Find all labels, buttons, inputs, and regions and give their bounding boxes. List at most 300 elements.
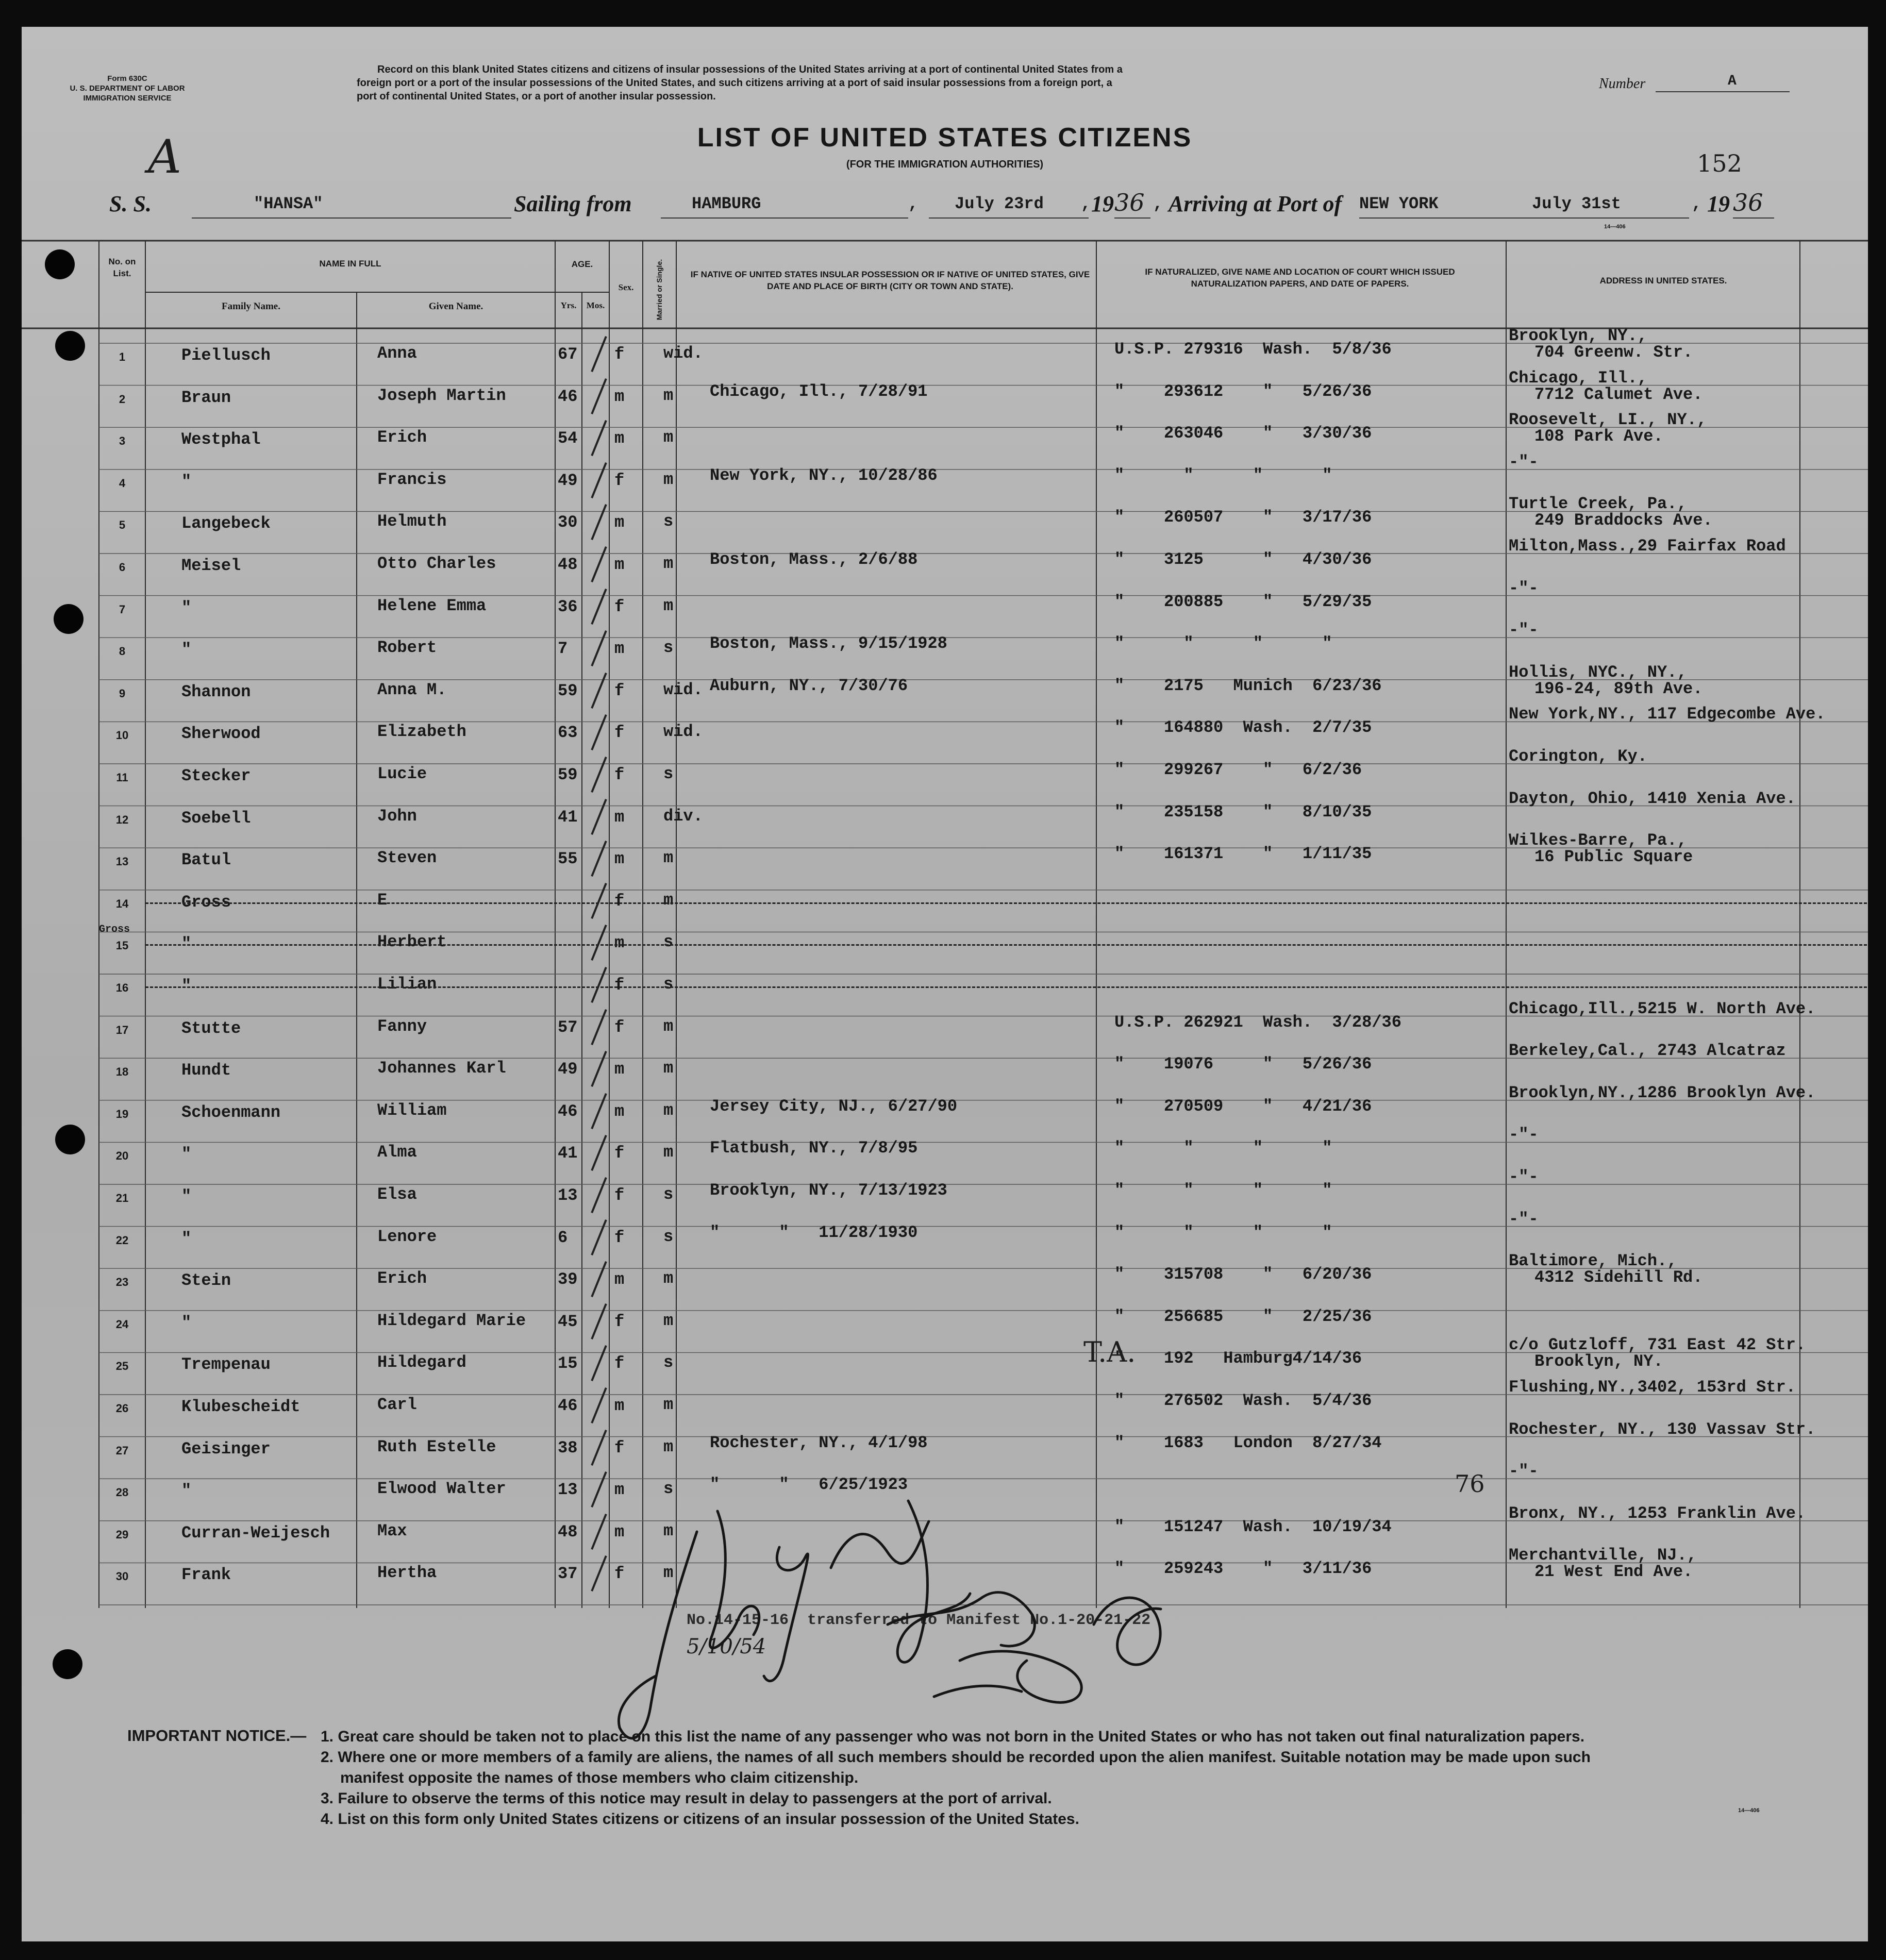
- row-number: 29: [115, 1528, 129, 1541]
- row-number: 25: [115, 1360, 129, 1373]
- given-name: Robert: [377, 638, 437, 658]
- family-name: Stecker: [181, 766, 251, 785]
- number-label: Number: [1599, 76, 1646, 92]
- gross-note: Gross: [99, 924, 130, 935]
- family-name: Westphal: [181, 430, 261, 449]
- marital-status: m: [663, 1016, 674, 1036]
- sex: m: [614, 513, 625, 532]
- sex: f: [614, 1228, 625, 1247]
- sex: m: [614, 1060, 625, 1079]
- family-name: ": [181, 1481, 192, 1501]
- given-name: Anna M.: [377, 680, 447, 699]
- sex: m: [614, 807, 625, 827]
- form-title: LIST OF UNITED STATES CITIZENS: [697, 123, 1193, 153]
- row-number: 19: [115, 1107, 129, 1120]
- family-name: Geisinger: [181, 1439, 271, 1459]
- age-years: 63: [558, 723, 578, 743]
- marital-status: m: [663, 848, 674, 868]
- row-number: 18: [115, 1065, 129, 1079]
- address-line-1: Rochester, NY., 130 Vassav Str.: [1509, 1419, 1816, 1439]
- family-name: Frank: [181, 1565, 231, 1585]
- row-number: 2: [119, 392, 126, 406]
- address-line-2: 196-24, 89th Ave.: [1534, 679, 1703, 698]
- naturalization-papers: " 1683 London 8/27/34: [1114, 1433, 1382, 1452]
- row-number: 5: [119, 518, 126, 532]
- marital-status: s: [663, 764, 674, 783]
- age-years: 13: [558, 1480, 578, 1500]
- row-number: 10: [115, 729, 129, 742]
- signature-scrawl: [599, 1490, 1228, 1758]
- corner-code: 14—406: [1604, 224, 1626, 230]
- number-value: A: [1728, 73, 1737, 89]
- given-name: Lucie: [377, 764, 427, 783]
- birth-place-date: " " 11/28/1930: [710, 1222, 918, 1242]
- birth-place-date: Boston, Mass., 2/6/88: [710, 550, 918, 569]
- given-name: Hildegard: [377, 1353, 466, 1372]
- sex: m: [614, 387, 625, 406]
- notice-code: 14—406: [1738, 1807, 1760, 1814]
- given-name: Carl: [377, 1395, 417, 1414]
- transfer-note: No.14-15-16 transferred to Manifest No.1-20-21-22: [687, 1612, 1151, 1629]
- row-number: 17: [115, 1023, 129, 1036]
- row-number: 12: [115, 813, 129, 826]
- family-name: ": [181, 977, 192, 996]
- naturalization-papers: " 161371 " 1/11/35: [1114, 844, 1372, 864]
- marital-status: s: [663, 1479, 674, 1499]
- given-name: Hildegard Marie: [377, 1311, 526, 1330]
- sex: f: [614, 765, 625, 784]
- marital-status: wid.: [663, 722, 703, 742]
- age-years: 7: [558, 639, 568, 659]
- naturalization-papers: " 2175 Munich 6/23/36: [1114, 676, 1382, 695]
- sex: m: [614, 849, 625, 869]
- address-line-1: Brooklyn,NY.,1286 Brooklyn Ave.: [1509, 1083, 1816, 1102]
- notice-item: 1. Great care should be taken not to place on this list the name of any passenger who was not born in the United States or who has not taken out final naturalization papers.: [321, 1728, 1585, 1745]
- address-line-1: -"-: [1509, 621, 1539, 640]
- naturalization-papers: " 192 Hamburg4/14/36: [1114, 1349, 1362, 1368]
- given-name: Helene Emma: [377, 596, 487, 615]
- row-number: 9: [119, 686, 126, 700]
- family-name: ": [181, 598, 192, 617]
- row-number: 22: [115, 1233, 129, 1247]
- family-name: Batul: [181, 850, 231, 870]
- marital-status: m: [663, 554, 674, 573]
- given-name: Erich: [377, 428, 427, 447]
- marital-status: s: [663, 932, 674, 952]
- given-name: Johannes Karl: [377, 1059, 506, 1078]
- ta-annotation: T.A.: [1083, 1336, 1136, 1368]
- marital-status: m: [663, 1521, 674, 1540]
- sex: f: [614, 1144, 625, 1163]
- family-name: Piellusch: [181, 346, 271, 365]
- age-years: 48: [558, 555, 578, 574]
- age-years: 48: [558, 1522, 578, 1542]
- instruction-line: port of continental United States, or a port of another insular possession.: [357, 91, 716, 102]
- given-name: Francis: [377, 470, 447, 489]
- given-name: Elizabeth: [377, 722, 466, 742]
- birth-place-date: Auburn, NY., 7/30/76: [710, 676, 908, 695]
- ship-name: "HANSA": [254, 194, 323, 213]
- naturalization-papers: " 299267 " 6/2/36: [1114, 760, 1362, 779]
- family-name: Schoenmann: [181, 1102, 281, 1122]
- marital-status: m: [663, 1269, 674, 1288]
- col-header-married: Married or Single.: [655, 259, 664, 321]
- arriving-label: Arriving at Port of: [1169, 191, 1342, 216]
- naturalization-papers: " 256685 " 2/25/36: [1114, 1306, 1372, 1326]
- age-years: 38: [558, 1438, 578, 1458]
- birth-place-date: Rochester, NY., 4/1/98: [710, 1433, 928, 1452]
- address-line-1: -"-: [1509, 1125, 1539, 1145]
- manifest-sheet: Form 630C U. S. DEPARTMENT OF LABOR IMMIGRATION SERVICE Record on this blank United States citizens and citizens of insular possessions of the United States arriving at a port of continental United States from a foreign port or a port of the insular possessions of the United States, and such citizens arriving at a port of said insular possessions from a foreign port, a port of continental United States, or a port of another insular possession. Number A LIST OF UNITED STATES CITIZENS (FOR THE IMMIGRATION AUTHORITIES) A 152 S. S. "HANSA" Sailing from HAMBURG , July 23rd , 19 36 , Arriving at Port of NEW YORK July 31st , 19 36 14—406 No. on List. NAME IN FULL Family Name. Given Name. AGE. Yrs. Mos. Sex. Married or Single. IF NATIVE OF UNITED STATES INSULAR POSSESSION OR IF NATIVE OF UNITED STATES, GIVE DATE AND PLACE OF BIRTH (CITY OR TOWN AND STATE). IF NATURALIZED, GIVE NAME AND LOCATION OF COURT WHICH ISSUED NATURALIZATION PAPERS, AND DATE OF PAPERS. ADDRESS IN UNITED STATES. 1 Piellusch Anna 67 f wid. U.S.P. 279316 Wash. 5/8/36 Brooklyn, NY., 704 Greenw. Str. 2 Braun Joseph Martin 46 m m Chicago, Ill., 7/28/91 " 293612 " 5/26/36 Chicago, Ill., 7712 Calumet Ave. 3 Westphal Erich 54 m m " 263046 " 3/30/36 Roosevelt, LI., NY., 108 Park Ave. 4 " Francis 49 f m New York, NY., 10/28/86 " " " " -"- 5 Langebeck Helmuth 30 m s " 260507 " 3/17/36 Turtle Creek, Pa., 249 Braddocks Ave. 6 Meisel Otto Charles 48 m m Boston, Mass., 2/6/88 " 3125 " 4/30/36 Milton,Mass.,29 Fairfax Road 7 " Helene Emma 36 f m " 200885 " 5/29/35 -"- 8 " Robert 7 m s Boston, Mass., 9/15/1928 " " " " -"- 9 Shannon Anna M. 59 f wid. Auburn, NY., 7/30/76 " 2175 Munich 6/23/36 Hollis, NYC., NY., 196-24, 89th Ave. 10 Sherwood Elizabeth 63 f wid. " 164880 Wash. 2/7/35 New York,NY., 117 Edgecombe Ave. 11 Stecker Lucie 59 f s " 299267 " 6/2/36 Corington, Ky. 12 Soebell John 41 m div. " 235158 " 8/10/35 Dayton, Ohio, 1410 Xenia Ave. 13 Batul Steven 55 m m " 161371 " 1/11/35 Wilkes-Barre, Pa., 16 Public Square 14 Gross E f m 15 " Herbert m s 16 " Lilian f s 17 Stutte Fanny 57 f m U.S.P. 262921 Wash. 3/28/36 Chicago,Ill.,5215 W. North Ave. 18 Hundt Johannes Karl 49 m m " 19076 " 5/26/36 Berkeley,Cal., 2743 Alcatraz 19 Schoenmann William 46 m m Jersey City, NJ., 6/27/90 " 270509 " 4/21/36 Brooklyn,NY.,1286 Brooklyn Ave. 20 " Alma 41 f m Flatbush, NY., 7/8/95 " " " " -"- 21 " Elsa 13 f s Brooklyn, NY., 7/13/1923 " " " " -"- 22 " Lenore 6 f s " " 11/28/1930 " " " " -"- 23 Stein Erich 39 m m " 315708 " 6/20/36 Baltimore, Mich., 4312 Sidehill Rd. 24 " Hildegard Marie 45 f m " 256685 " 2/25/36 25 Trempenau Hildegard 15 f s " 192 Hamburg4/14/36 c/o Gutzloff, 731 East 42 Str. Brooklyn, NY. 26 Klubescheidt Carl 46 m m " 276502 Wash. 5/4/36 Flushing,NY.,3402, 153rd Str. 27 Geisinger Ruth Estelle 38 f m Rochester, NY., 4/1/98 " 1683 London 8/27/34 Rochester, NY., 130 Vassav Str. 28 " Elwood Walter 13 m s " " 6/25/1923 -"- 29 Curran-Weijesch Max 48 m m " 151247 Wash. 10/19/34 Bronx, NY., 1253 Franklin Ave. 30 Frank Hertha 37 f m " 259243 " 3/11/36 Merchantville, NJ., 21 West End Ave. T.A. 76 Gross No.14-15-16 transferred to Manifest No.1-20-21-22 5/10/54 IMPORTANT NOTICE.— 1. Great care should be taken not to place on this list the name of any passenger who was not born in the United States or who has not taken out final naturalization papers. 2. Where one or more members of a family are aliens, the names of all such members should be recorded upon the alien manifest. Suitable notation may be made upon such manifest opposite the names of those members who claim citizenship. 3. Failure to observe the terms of this notice may result in delay to passengers at the port of arrival. 4. List on this form only United States citizens or citizens of an insular possession of the United States. 14—406: [22, 27, 1868, 1941]
- birth-place-date: New York, NY., 10/28/86: [710, 465, 938, 485]
- age-years: 55: [558, 849, 578, 869]
- address-line-1: Brooklyn, NY.,: [1509, 326, 1647, 345]
- col-header-birth: IF NATIVE OF UNITED STATES INSULAR POSSESSION OR IF NATIVE OF UNITED STATES, GIVE DATE AND PLACE OF BIRTH (CITY OR TOWN AND STATE).: [690, 270, 1090, 291]
- address-line-1: Milton,Mass.,29 Fairfax Road: [1509, 537, 1786, 556]
- age-years: 41: [558, 1144, 578, 1163]
- birth-place-date: Flatbush, NY., 7/8/95: [710, 1138, 918, 1158]
- strike-line: [145, 944, 1867, 946]
- age-years: 15: [558, 1354, 578, 1373]
- sex: f: [614, 1564, 625, 1584]
- family-name: ": [181, 472, 192, 491]
- family-name: Hundt: [181, 1061, 231, 1080]
- family-name: Sherwood: [181, 724, 261, 744]
- row-number: 8: [119, 645, 126, 658]
- col-header-age: AGE.: [571, 259, 593, 269]
- address-line-2: 704 Greenw. Str.: [1534, 343, 1693, 362]
- family-name: Stutte: [181, 1018, 241, 1038]
- address-line-2: 21 West End Ave.: [1534, 1562, 1693, 1582]
- marital-status: s: [663, 1353, 674, 1372]
- family-name: ": [181, 640, 192, 660]
- age-years: 46: [558, 1396, 578, 1415]
- birth-place-date: Brooklyn, NY., 7/13/1923: [710, 1181, 947, 1200]
- age-years: 49: [558, 471, 578, 490]
- given-name: Hertha: [377, 1563, 437, 1583]
- address-line-1: Turtle Creek, Pa.,: [1509, 494, 1687, 514]
- age-years: 46: [558, 1101, 578, 1121]
- age-years: 37: [558, 1564, 578, 1584]
- col-header-sex: Sex.: [618, 282, 634, 292]
- address-line-1: c/o Gutzloff, 731 East 42 Str.: [1509, 1335, 1806, 1355]
- age-years: 30: [558, 513, 578, 532]
- naturalization-papers: " " " ": [1114, 634, 1332, 654]
- arrival-date: July 31st: [1532, 194, 1621, 213]
- address-line-1: Hollis, NYC., NY.,: [1509, 662, 1687, 682]
- age-years: 59: [558, 681, 578, 700]
- form-subtitle: (FOR THE IMMIGRATION AUTHORITIES): [846, 159, 1044, 170]
- birth-place-date: Boston, Mass., 9/15/1928: [710, 634, 947, 654]
- sex: f: [614, 345, 625, 364]
- marital-status: m: [663, 1311, 674, 1330]
- arrival-port: NEW YORK: [1359, 194, 1439, 213]
- marital-status: m: [663, 1563, 674, 1583]
- address-line-1: -"-: [1509, 452, 1539, 472]
- family-name: ": [181, 1145, 192, 1164]
- family-name: Stein: [181, 1271, 231, 1291]
- row-number: 4: [119, 476, 126, 490]
- sailing-from-label: Sailing from: [514, 191, 632, 216]
- address-line-1: -"-: [1509, 1167, 1539, 1186]
- row-number: 11: [116, 771, 128, 784]
- naturalization-papers: " 270509 " 4/21/36: [1114, 1096, 1372, 1116]
- naturalization-papers: " 19076 " 5/26/36: [1114, 1054, 1372, 1074]
- naturalization-papers: " 293612 " 5/26/36: [1114, 381, 1372, 401]
- given-name: Ruth Estelle: [377, 1437, 496, 1456]
- address-line-1: Baltimore, Mich.,: [1509, 1251, 1677, 1271]
- marital-status: m: [663, 596, 674, 615]
- naturalization-papers: " 3125 " 4/30/36: [1114, 550, 1372, 569]
- family-name: ": [181, 934, 192, 954]
- family-name: Soebell: [181, 808, 251, 828]
- sex: f: [614, 976, 625, 995]
- naturalization-papers: " " " ": [1114, 1138, 1332, 1158]
- age-years: 57: [558, 1017, 578, 1037]
- marital-status: s: [663, 638, 674, 658]
- marital-status: m: [663, 1437, 674, 1456]
- row-number: 20: [115, 1149, 129, 1163]
- address-line-1: Berkeley,Cal., 2743 Alcatraz: [1509, 1041, 1786, 1061]
- age-years: 41: [558, 807, 578, 827]
- given-name: Lilian: [377, 975, 437, 994]
- naturalization-papers: " " " ": [1114, 1222, 1332, 1242]
- departure-port: HAMBURG: [692, 194, 761, 213]
- age-years: 46: [558, 387, 578, 406]
- marital-status: m: [663, 890, 674, 910]
- sex: m: [614, 933, 625, 953]
- row-number: 21: [115, 1192, 129, 1204]
- naturalization-papers: " 263046 " 3/30/36: [1114, 424, 1372, 443]
- marital-status: s: [663, 1227, 674, 1246]
- col-header-mos: Mos.: [586, 300, 605, 310]
- instruction-line: foreign port or a port of the insular possessions of the United States, and such citizens arriving at a port of said insular possessions from a foreign port, a: [357, 77, 1112, 89]
- sex: f: [614, 1312, 625, 1331]
- address-line-2: 249 Braddocks Ave.: [1534, 511, 1713, 530]
- family-name: Trempenau: [181, 1355, 271, 1375]
- age-years: 67: [558, 345, 578, 364]
- sex: f: [614, 1354, 625, 1373]
- given-name: Joseph Martin: [377, 386, 506, 405]
- sex: f: [614, 1438, 625, 1458]
- count-annotation: 76: [1455, 1470, 1485, 1498]
- address-line-1: Merchantville, NJ.,: [1509, 1546, 1697, 1565]
- sex: m: [614, 429, 625, 448]
- address-line-1: -"-: [1509, 1462, 1539, 1481]
- strike-line: [145, 986, 1867, 988]
- given-name: Herbert: [377, 932, 447, 952]
- given-name: Elsa: [377, 1185, 417, 1204]
- col-header-naturalized: IF NATURALIZED, GIVE NAME AND LOCATION OF COURT WHICH ISSUED NATURALIZATION PAPERS, AND DATE OF PAPERS.: [1145, 267, 1455, 289]
- col-header-yrs: Yrs.: [560, 300, 577, 310]
- given-name: Max: [377, 1521, 407, 1540]
- sex: m: [614, 1522, 625, 1542]
- year-printed: 19: [1707, 191, 1730, 216]
- row-number: 24: [115, 1317, 129, 1331]
- age-years: 49: [558, 1060, 578, 1079]
- naturalization-papers: " 276502 Wash. 5/4/36: [1114, 1391, 1372, 1410]
- col-header-given: Given Name.: [428, 301, 483, 312]
- notice-item: 2. Where one or more members of a family are aliens, the names of all such members should be recorded upon the alien manifest. Suitable notation may be made upon such: [321, 1749, 1591, 1766]
- row-number: 16: [115, 981, 129, 994]
- family-name: ": [181, 1187, 192, 1206]
- naturalization-papers: " 259243 " 3/11/36: [1114, 1559, 1372, 1579]
- marital-status: m: [663, 1100, 674, 1120]
- row-number: 1: [119, 350, 126, 363]
- row-number: 13: [115, 855, 129, 868]
- department-name: U. S. DEPARTMENT OF LABOR: [70, 83, 185, 93]
- row-number: 15: [115, 939, 129, 952]
- address-line-1: Chicago,Ill.,5215 W. North Ave.: [1509, 999, 1816, 1018]
- sex: f: [614, 471, 625, 490]
- naturalization-papers: " 235158 " 8/10/35: [1114, 802, 1372, 822]
- year-handwritten: 36: [1733, 189, 1763, 216]
- address-line-2: 4312 Sidehill Rd.: [1534, 1268, 1703, 1287]
- birth-place-date: " " 6/25/1923: [710, 1475, 908, 1495]
- age-years: 6: [558, 1228, 568, 1247]
- marital-status: m: [663, 386, 674, 405]
- marital-status: div.: [663, 806, 703, 826]
- instruction-line: Record on this blank United States citizens and citizens of insular possessions of the United States arriving at a port of continental United States from a: [377, 64, 1123, 75]
- row-number: 14: [115, 897, 129, 910]
- address-line-1: Wilkes-Barre, Pa.,: [1509, 831, 1687, 850]
- year-handwritten: 36: [1114, 189, 1145, 216]
- given-name: Alma: [377, 1143, 417, 1162]
- address-line-1: Dayton, Ohio, 1410 Xenia Ave.: [1509, 789, 1796, 808]
- naturalization-papers: " " " ": [1114, 465, 1332, 485]
- family-name: Braun: [181, 388, 231, 407]
- row-number: 6: [119, 561, 126, 574]
- sex: m: [614, 1396, 625, 1415]
- marital-status: s: [663, 1185, 674, 1204]
- ss-label: S. S.: [109, 191, 152, 216]
- row-number: 23: [115, 1276, 129, 1289]
- marital-status: wid.: [663, 680, 703, 699]
- given-name: Elwood Walter: [377, 1479, 506, 1499]
- marital-status: m: [663, 428, 674, 447]
- address-line-1: Chicago, Ill.,: [1509, 368, 1647, 388]
- year-printed: 19: [1091, 191, 1114, 216]
- family-name: ": [181, 1229, 192, 1248]
- address-line-1: Flushing,NY.,3402, 153rd Str.: [1509, 1378, 1796, 1397]
- departure-date: July 23rd: [955, 194, 1044, 213]
- naturalization-papers: " " " ": [1114, 1181, 1332, 1200]
- naturalization-papers: " 151247 Wash. 10/19/34: [1114, 1517, 1392, 1536]
- notice-item: 3. Failure to observe the terms of this notice may result in delay to passengers at the port of arrival.: [321, 1790, 1052, 1807]
- age-years: 36: [558, 597, 578, 616]
- family-name: Curran-Weijesch: [181, 1523, 330, 1543]
- marital-status: m: [663, 1395, 674, 1414]
- service-name: IMMIGRATION SERVICE: [83, 93, 172, 103]
- col-header-family: Family Name.: [222, 301, 280, 312]
- notice-body: [321, 1727, 1841, 1830]
- naturalization-papers: U.S.P. 262921 Wash. 3/28/36: [1114, 1012, 1401, 1032]
- given-name: Otto Charles: [377, 554, 496, 573]
- address-line-1: Corington, Ky.: [1509, 747, 1647, 766]
- page-number: 152: [1697, 149, 1742, 177]
- given-name: E: [377, 890, 388, 910]
- address-line-1: Roosevelt, LI., NY.,: [1509, 410, 1707, 430]
- given-name: John: [377, 806, 417, 826]
- address-line-1: -"-: [1509, 1209, 1539, 1229]
- address-line-2: 108 Park Ave.: [1534, 427, 1663, 446]
- family-name: Gross: [181, 892, 231, 912]
- address-line-1: New York,NY., 117 Edgecombe Ave.: [1509, 705, 1826, 724]
- address-line-1: Bronx, NY., 1253 Franklin Ave.: [1509, 1503, 1806, 1523]
- form-number: Form 630C: [107, 74, 147, 83]
- notice-item: manifest opposite the names of those members who claim citizenship.: [340, 1769, 859, 1786]
- row-number: 30: [115, 1570, 129, 1583]
- marital-status: s: [663, 512, 674, 531]
- address-line-2: 16 Public Square: [1534, 847, 1693, 867]
- col-header-no: No. on List.: [108, 257, 136, 278]
- sex: f: [614, 891, 625, 911]
- row-number: 7: [119, 602, 126, 616]
- given-name: William: [377, 1100, 447, 1120]
- address-line-2: 7712 Calumet Ave.: [1534, 384, 1703, 404]
- given-name: Erich: [377, 1269, 427, 1288]
- address-line-1: -"-: [1509, 578, 1539, 598]
- given-name: Fanny: [377, 1016, 427, 1036]
- marital-status: m: [663, 1143, 674, 1162]
- sex: m: [614, 555, 625, 574]
- row-number: 26: [115, 1402, 129, 1415]
- naturalization-papers: " 260507 " 3/17/36: [1114, 508, 1372, 527]
- col-header-address: ADDRESS IN UNITED STATES.: [1599, 276, 1727, 286]
- row-number: 3: [119, 434, 126, 448]
- col-header-name: NAME IN FULL: [319, 259, 381, 269]
- naturalization-papers: " 200885 " 5/29/35: [1114, 592, 1372, 611]
- given-name: Helmuth: [377, 512, 447, 531]
- sex: m: [614, 639, 625, 659]
- age-years: 45: [558, 1312, 578, 1331]
- naturalization-papers: " 164880 Wash. 2/7/35: [1114, 718, 1372, 738]
- given-name: Lenore: [377, 1227, 437, 1246]
- age-years: 59: [558, 765, 578, 784]
- sex: m: [614, 1480, 625, 1500]
- family-name: Langebeck: [181, 514, 271, 533]
- given-name: Steven: [377, 848, 437, 868]
- marital-status: s: [663, 975, 674, 994]
- date-note: 5/10/54: [687, 1635, 766, 1659]
- marital-status: wid.: [663, 344, 703, 363]
- sex: f: [614, 1017, 625, 1037]
- marital-status: m: [663, 1059, 674, 1078]
- row-number: 27: [115, 1444, 129, 1457]
- row-number: 28: [115, 1486, 129, 1499]
- address-line-2: Brooklyn, NY.: [1534, 1352, 1663, 1371]
- age-years: 54: [558, 429, 578, 448]
- given-name: Anna: [377, 344, 417, 363]
- sex: f: [614, 681, 625, 700]
- sex: m: [614, 1270, 625, 1289]
- age-years: 13: [558, 1186, 578, 1205]
- notice-heading: IMPORTANT NOTICE.—: [127, 1727, 307, 1745]
- sex: f: [614, 597, 625, 616]
- naturalization-papers: " 315708 " 6/20/36: [1114, 1265, 1372, 1284]
- sex: m: [614, 1101, 625, 1121]
- sex: f: [614, 723, 625, 743]
- naturalization-papers: U.S.P. 279316 Wash. 5/8/36: [1114, 340, 1392, 359]
- family-name: Meisel: [181, 556, 241, 575]
- strike-line: [145, 902, 1867, 904]
- birth-place-date: Chicago, Ill., 7/28/91: [710, 381, 928, 401]
- handwritten-page-mark: A: [148, 130, 181, 184]
- sex: f: [614, 1186, 625, 1205]
- family-name: Klubescheidt: [181, 1397, 301, 1416]
- age-years: 39: [558, 1270, 578, 1289]
- notice-item: 4. List on this form only United States citizens or citizens of an insular possession of the United States.: [321, 1811, 1079, 1828]
